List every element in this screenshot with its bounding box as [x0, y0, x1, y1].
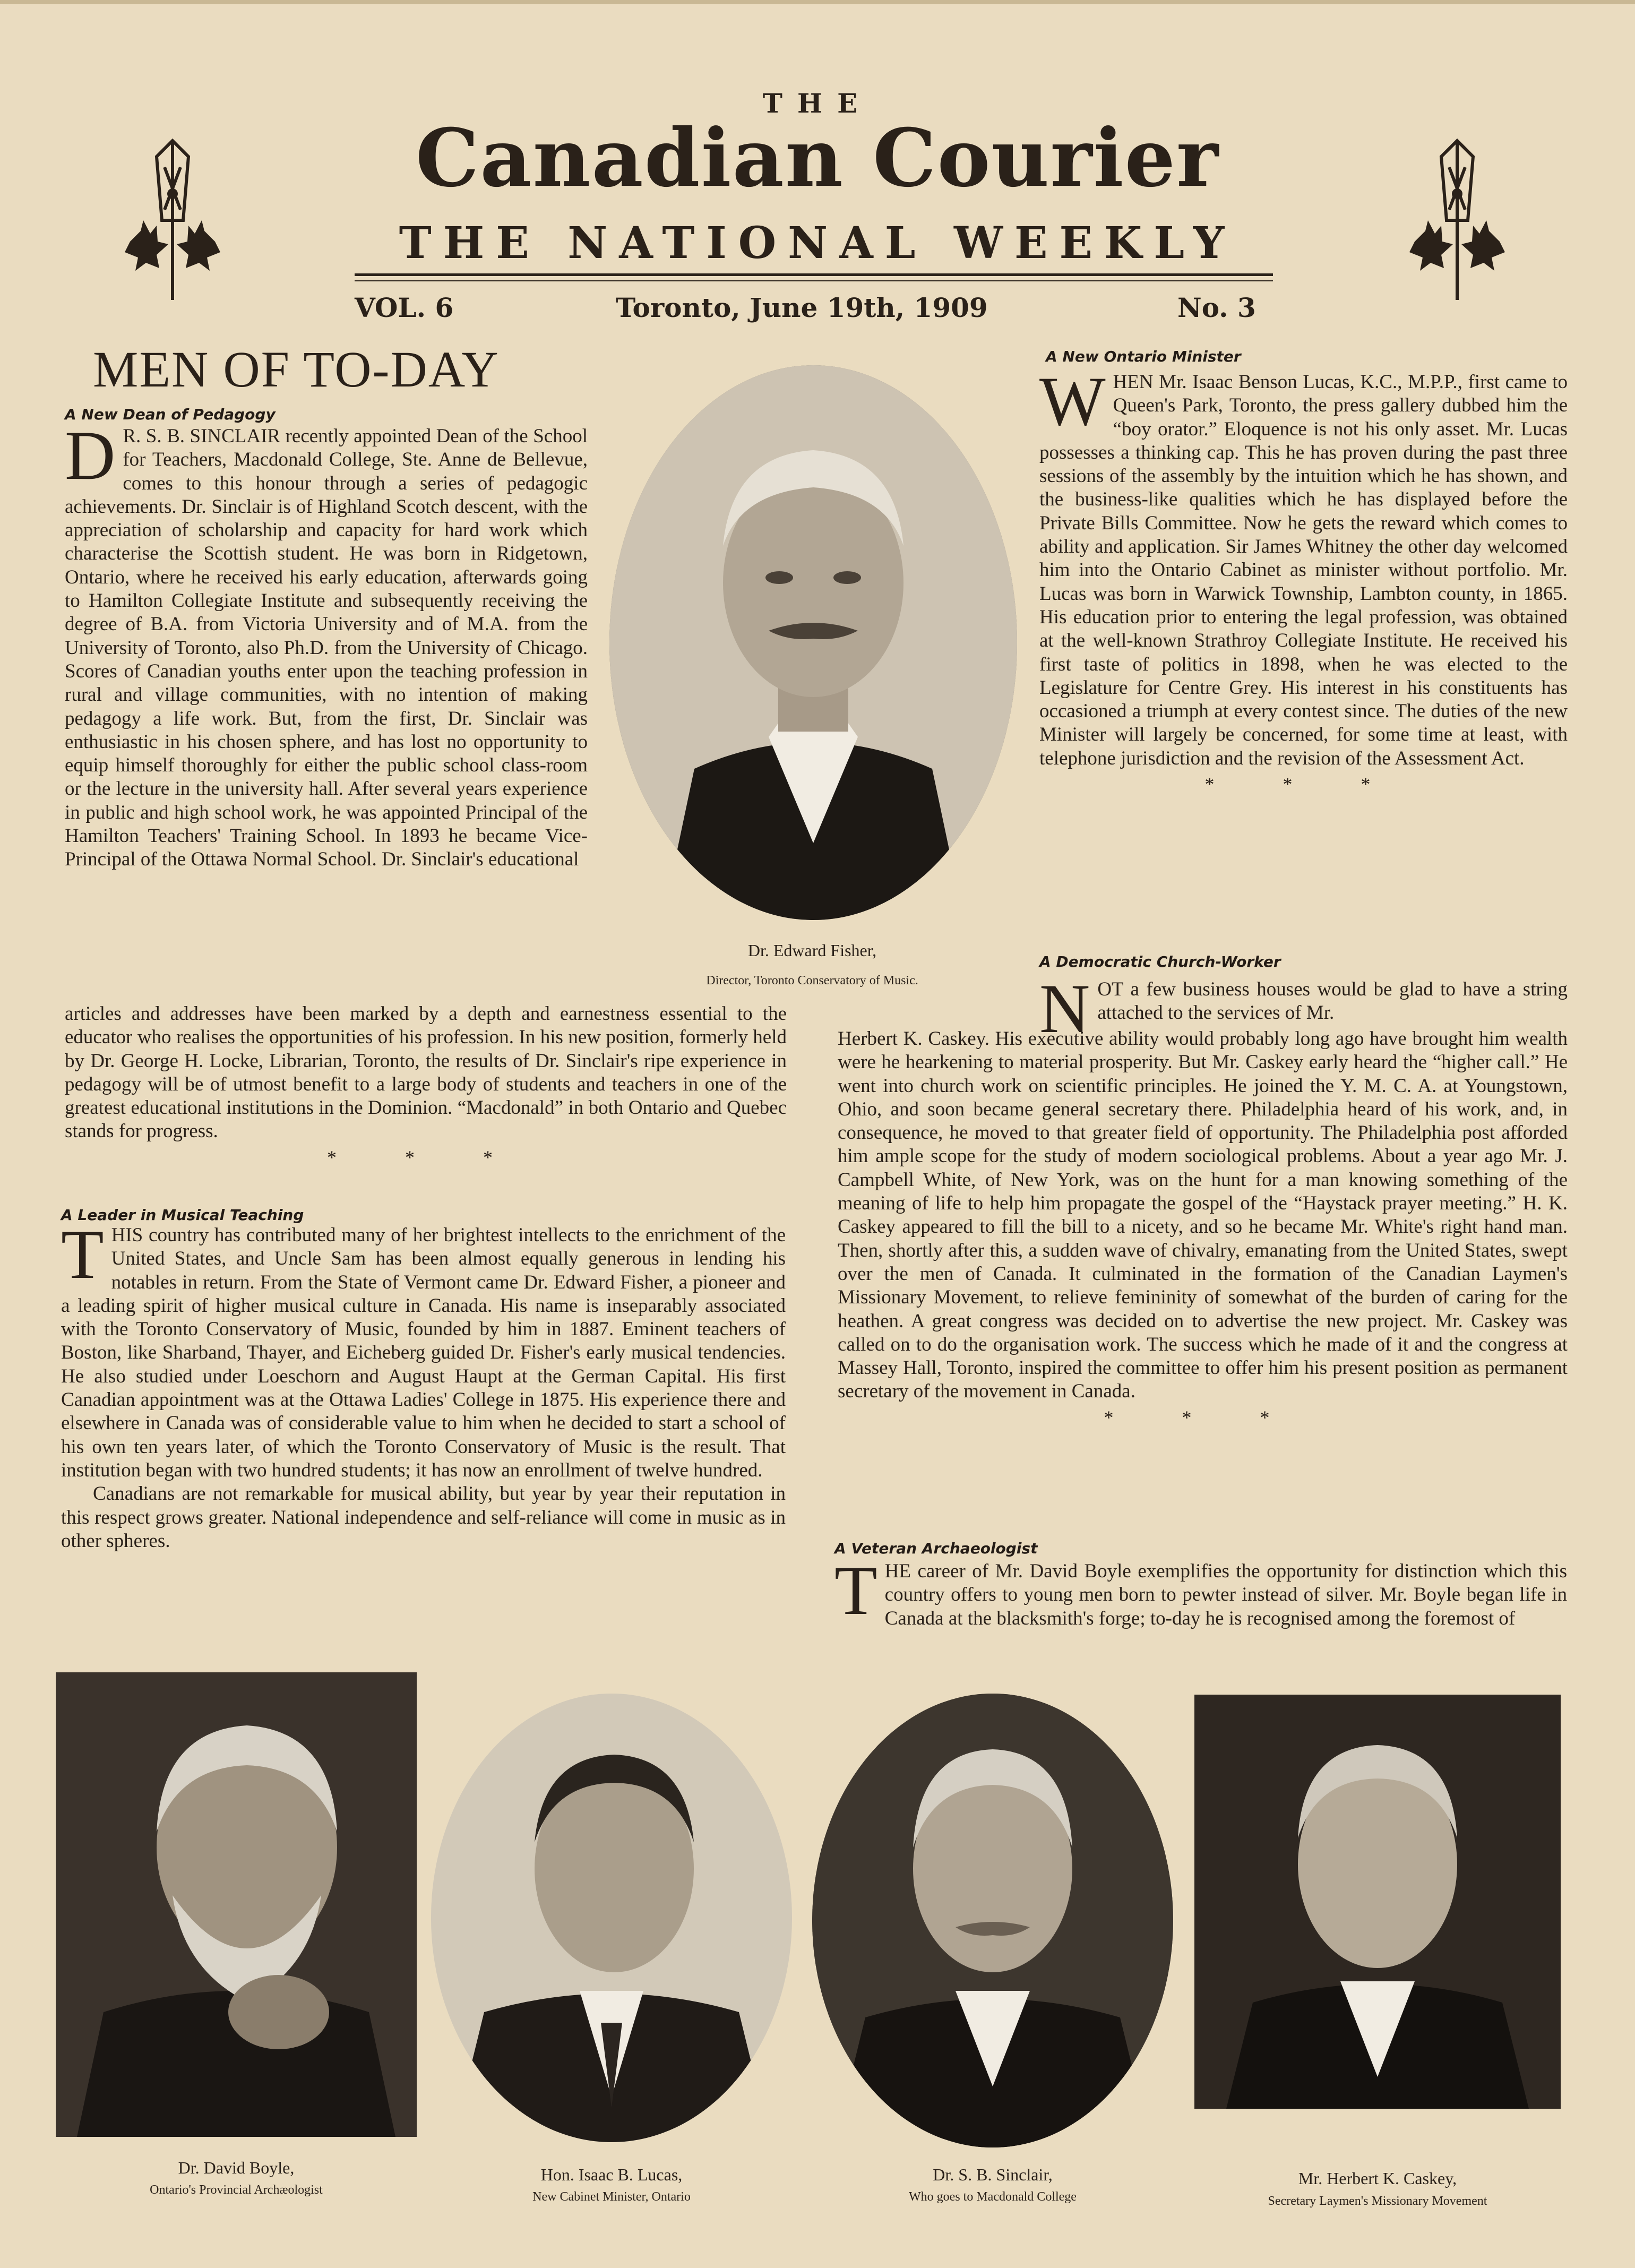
dean-article-bottom — [65, 1002, 787, 1169]
dean-text-top: R. S. B. SINCLAIR recently appointed Dean of the School for Teachers, Macdonald College, Ste. Anne de Bellevue, comes to this honour through a series of pedagogic achievements. Dr. Sinclair is of Highland Scotch descent, with the appreciation of scholarship and capacity for hard work which characterise the Scottish student. He was born in Ridgetown, Ontario, where he received his early education, afterwards going to Hamilton Collegiate Institute and subsequently receiving the degree of B.A. from Victoria University and of M.A. from the University of Toronto, also Ph.D. from the University of Chicago. Scores of Canadian youths enter upon the teaching profession in rural and village communities, with no intention of making pedagogy a life work. But, from the first, Dr. Sinclair was enthusiastic in his chosen sphere, and has lost no opportunity to equip himself thoroughly for either the public school class-room or the lecture in the university hall. After several years experience in public and high school work, he was appointed Principal of the Hamilton Teachers' Training School. In 1893 he became Vice-Principal of the Ottawa Normal School. Dr. Sinclair's educational — [65, 425, 588, 871]
issue-number: No. 3 — [1177, 292, 1256, 323]
dean-text-bottom: articles and addresses have been marked by a depth and earnestness essential to the educator who realises the opportunities of his profession. In his new position, formerly held by Dr. George H. Locke, Librarian, Toronto, the results of Dr. Sinclair's ripe experience in pedagogy will be of utmost benefit to a large body of students and teachers in one of the greatest educational institutions in the Dominion. “Macdonald” in both Ontario and Quebec stands for progress. — [65, 1003, 787, 1142]
minister-stars: * * * — [1204, 774, 1402, 795]
fisher-caption-name: Dr. Edward Fisher, — [747, 941, 877, 960]
masthead-rule-top — [355, 273, 1273, 276]
archaeologist-text: HE career of Mr. David Boyle exemplifies the opportunity for distinction which this country offers to young men born to pewter instead of silver. Mr. Boyle began life in Canada at the blacksmith's forge; to-day he is recognised among the foremost of — [884, 1560, 1567, 1629]
archaeologist-heading: A Veteran Archaeologist — [834, 1540, 1038, 1557]
caskey-caption-role: Secretary Laymen's Missionary Movement — [1268, 2194, 1487, 2208]
dean-dropcap: D — [65, 416, 116, 494]
church-article-bottom — [838, 1027, 1568, 1429]
church-text-bottom: Herbert K. Caskey. His executive ability would probably long ago have brought him wealth were he hearkening to material prosperity. But Mr. Caskey early heard the “higher call.” He went into church work on scientific principles. He joined the Y. M. C. A. at Youngstown, Ohio, and soon became general secretary there. Philadelphia heard of his work, and, in consequence, he moved to that greater field of opportunity. The Philadelphia post afforded him ample scope for the study of modern sociological problems. About a year ago Mr. J. Campbell White, of New York, was on the hunt for a man knowing something of the meaning of life to help him propagate the gospel of the “Haystack prayer meeting.” H. K. Caskey appeared to fill the bill to a nicety, and so he became Mr. White's right hand man. Then, shortly after this, a sudden wave of chivalry, emanating from the United States, swept over the men of Canada. It culminated in the formation of the Canadian Laymen's Missionary Movement, to relieve femininity of somewhat of the burden of caring for the heathen. A great congress was decided on to advertise the new project. Mr. Caskey was called on to do the organisation work. The success which he made of it and the congress at Massey Hall, Toronto, inspired the committee to offer him his present position as permanent secretary of the movement in Canada. — [838, 1028, 1568, 1403]
masthead-the: THE — [762, 88, 873, 119]
music-heading: A Leader in Musical Teaching — [61, 1206, 304, 1224]
church-text-top: OT a few business houses would be glad to have a string attached to the services of Mr. — [1097, 978, 1568, 1024]
dean-heading: A New Dean of Pedagogy — [65, 406, 276, 423]
archaeologist-dropcap: T — [834, 1551, 877, 1629]
sinclair-caption-role: Who goes to Macdonald College — [909, 2190, 1077, 2204]
sinclair-caption-name: Dr. S. B. Sinclair, — [933, 2165, 1053, 2184]
left-maple-emblem-icon — [119, 135, 226, 305]
music-dropcap: T — [61, 1215, 104, 1293]
sb-sinclair-portrait — [812, 1694, 1173, 2147]
church-stars: * * * — [1104, 1406, 1302, 1428]
boyle-caption-role: Ontario's Provincial Archæologist — [150, 2183, 323, 2197]
masthead-title: Canadian Courier — [415, 111, 1220, 205]
herbert-caskey-portrait — [1194, 1695, 1561, 2109]
minister-dropcap: W — [1039, 362, 1106, 440]
boyle-caption-name: Dr. David Boyle, — [178, 2158, 295, 2177]
fisher-caption-role: Director, Toronto Conservatory of Music. — [706, 974, 918, 987]
lucas-caption-name: Hon. Isaac B. Lucas, — [540, 2165, 683, 2184]
archaeologist-article — [834, 1551, 1567, 1630]
dean-article-top — [65, 416, 588, 872]
page-top-edge — [0, 0, 1635, 4]
dean-stars: * * * — [327, 1146, 524, 1168]
right-maple-emblem-icon — [1404, 135, 1510, 305]
masthead-rule-bottom — [355, 280, 1273, 281]
isaac-lucas-portrait — [431, 1694, 792, 2142]
masthead-subtitle: THE NATIONAL WEEKLY — [399, 218, 1236, 269]
church-heading: A Democratic Church-Worker — [1039, 953, 1281, 970]
volume-label: VOL. 6 — [355, 292, 454, 323]
section-title: MEN OF TO-DAY — [93, 341, 500, 398]
minister-article — [1039, 362, 1568, 796]
david-boyle-portrait — [56, 1672, 417, 2137]
issue-date: Toronto, June 19th, 1909 — [616, 292, 988, 323]
lucas-caption-role: New Cabinet Minister, Ontario — [532, 2190, 691, 2204]
edward-fisher-portrait — [609, 365, 1017, 920]
music-text: HIS country has contributed many of her brightest intellects to the enrichment of the United States, and Uncle Sam has been almost equally generous in lending his notables in return. From the State of Vermont came Dr. Edward Fisher, a pioneer and a leading spirit of higher musical culture in Canada. His name is inseparably associated with the Toronto Conservatory of Music, founded by him in 1887. Eminent teachers of Boston, like Sharband, Thayer, and Eicheberg guided Dr. Fisher's early musical tendencies. He also studied under Loeschorn and August Haupt at the German Capital. His first Canadian appointment was at the Ottawa Ladies' College in 1875. His experience there and elsewhere in Canada was of considerable value to him when he decided to start a school of his own ten years later, of which the Toronto Conservatory of Music is the result. That institution began with two hundred students; it has now an enrollment of twelve hundred. — [61, 1224, 786, 1481]
church-dropcap: N — [1039, 969, 1090, 1047]
caskey-caption-name: Mr. Herbert K. Caskey, — [1298, 2169, 1457, 2188]
minister-text: HEN Mr. Isaac Benson Lucas, K.C., M.P.P., first came to Queen's Park, Toronto, the press gallery dubbed him the “boy orator.” Eloquence is not his only asset. Mr. Lucas possesses a thinking cap. This he has proven during the past three sessions of the assembly by the intuition which he has shown, and the business-like qualities which he has displayed before the Private Bills Committee. Now he gets the reward which comes to ability and application. Sir James Whitney the other day welcomed him into the Ontario Cabinet as minister without portfolio. Mr. Lucas was born in Warwick Township, Lambton county, in 1865. His education prior to entering the legal profession, was obtained at the well-known Strathroy Collegiate Institute. He received his first taste of politics in 1898, when he was elected to the Legislature for Centre Grey. His interest in his constituents has occasioned a triumph at every contest since. The duties of the new Minister will largely be concerned, for some time at least, with telephone jurisdiction and the revision of the Assessment Act. — [1039, 371, 1568, 769]
minister-heading: A New Ontario Minister — [1046, 348, 1241, 365]
music-text-2: Canadians are not remarkable for musical ability, but year by year their reputation in this respect grows greater. National independence and self-reliance will come in music as in other spheres. — [61, 1483, 786, 1552]
